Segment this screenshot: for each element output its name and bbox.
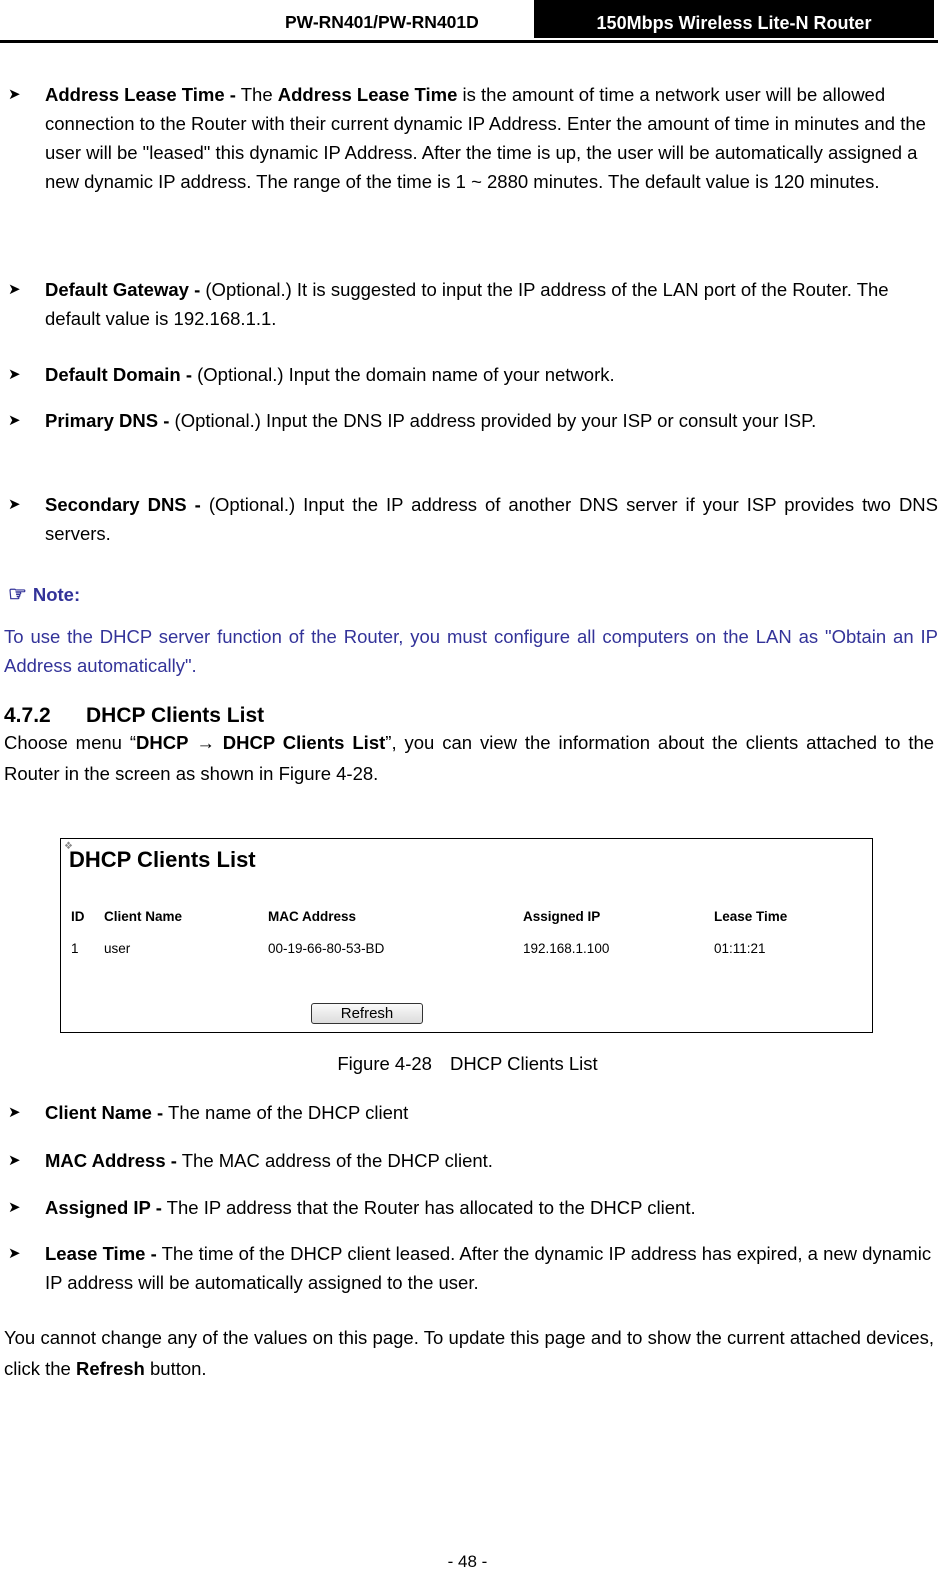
cell-id: 1	[71, 941, 79, 956]
cell-lease-time: 01:11:21	[714, 941, 766, 956]
col-client-name: Client Name	[104, 909, 183, 924]
bullet-default-gateway: ➤ Default Gateway - (Optional.) It is suggested to input the IP address of the LAN port of the Router. The default value is 192.168.1.1.	[8, 275, 938, 333]
cell-assigned-ip: 192.168.1.100	[523, 941, 610, 956]
bullet-arrow-icon: ➤	[8, 1152, 21, 1169]
bullet-arrow-icon: ➤	[8, 281, 21, 298]
header-model: PW-RN401/PW-RN401D	[285, 12, 479, 32]
bullet-secondary-dns: ➤ Secondary DNS - (Optional.) Input the IP address of another DNS server if your ISP provides two DNS servers.	[8, 490, 938, 548]
cell-mac-address: 00-19-66-80-53-BD	[268, 941, 385, 956]
arrow-icon: →	[196, 732, 215, 753]
bullet-lease-time: ➤ Lease Time - The time of the DHCP client leased. After the dynamic IP address has expired, a new dynamic IP address will be automatically assigned to the user.	[8, 1239, 938, 1297]
dhcp-clients-screenshot	[60, 838, 873, 1033]
pointing-hand-icon: ☞	[8, 583, 27, 606]
note-heading: ☞ Note:	[8, 583, 81, 606]
figure-caption: Figure 4-28 DHCP Clients List	[337, 1053, 598, 1074]
bullet-arrow-icon: ➤	[8, 412, 21, 429]
closing-paragraph: You cannot change any of the values on this page. To update this page and to show the current attached devices, click the Refresh button.	[4, 1327, 934, 1379]
bullet-assigned-ip: ➤ Assigned IP - The IP address that the Router has allocated to the DHCP client.	[8, 1193, 938, 1222]
col-lease-time: Lease Time	[714, 909, 788, 924]
bullet-address-lease-time: ➤ Address Lease Time - The Address Lease Time is the amount of time a network user will be allowed connection to the Router with their current dynamic IP Address. Enter the amount of time in minutes and the user will be "leased" this dynamic IP Address. After the time is up, the user will be automatically assigned a new dynamic IP address. The range of the time is 1 ~ 2880 minutes. The default value is 120 minutes.	[8, 80, 938, 196]
page-number: - 48 -	[447, 1552, 488, 1571]
cell-client-name: user	[104, 941, 131, 956]
bullet-arrow-icon: ➤	[8, 496, 21, 513]
col-mac-address: MAC Address	[268, 909, 357, 924]
note-text: To use the DHCP server function of the Router, you must configure all computers on the LAN as "Obtain an IP Address automatically".	[4, 626, 938, 676]
table-header	[61, 909, 872, 929]
bullet-default-domain: ➤ Default Domain - (Optional.) Input the domain name of your network.	[8, 360, 938, 389]
page-icon: ❖	[64, 841, 73, 852]
bullet-arrow-icon: ➤	[8, 86, 21, 103]
bullet-arrow-icon: ➤	[8, 1245, 21, 1262]
col-assigned-ip: Assigned IP	[523, 909, 601, 924]
refresh-button[interactable]: Refresh	[311, 1003, 423, 1024]
header-product: 150Mbps Wireless Lite-N Router	[534, 0, 934, 38]
bullet-mac-address: ➤ MAC Address - The MAC address of the DHCP client.	[8, 1146, 938, 1175]
bullet-arrow-icon: ➤	[8, 1199, 21, 1216]
bullet-arrow-icon: ➤	[8, 366, 21, 383]
section-title: DHCP Clients List	[86, 704, 265, 727]
page-header	[0, 0, 948, 44]
section-number: 4.7.2	[4, 704, 51, 727]
bullet-arrow-icon: ➤	[8, 1104, 21, 1121]
col-id: ID	[71, 909, 85, 924]
bullet-client-name: ➤ Client Name - The name of the DHCP client	[8, 1098, 938, 1127]
bullet-primary-dns: ➤ Primary DNS - (Optional.) Input the DNS IP address provided by your ISP or consult your ISP.	[8, 406, 938, 435]
term: Address Lease Time -	[45, 84, 236, 105]
table-row	[61, 941, 872, 961]
screen-title: DHCP Clients List	[69, 847, 256, 872]
section-heading	[4, 704, 264, 728]
intro-paragraph: Choose menu “DHCP → DHCP Clients List”, you can view the information about the clients attached to the Router in the screen as shown in Figure 4-28.	[4, 732, 935, 784]
header-rule	[0, 40, 938, 43]
